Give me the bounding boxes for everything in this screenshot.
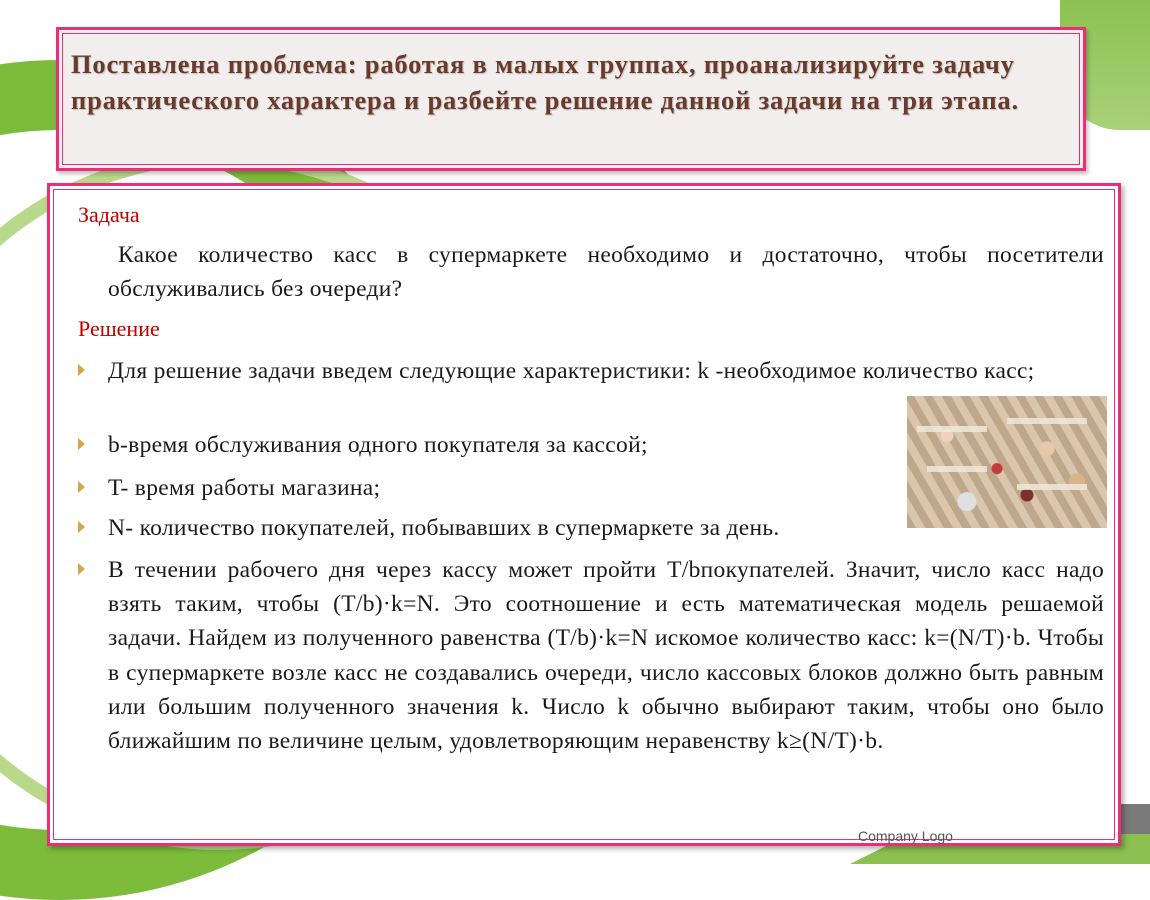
bullet-text: T- время работы магазина; xyxy=(108,475,381,501)
solution-heading: Решение xyxy=(78,316,160,341)
solution-bullet xyxy=(74,471,918,505)
solution-bullet xyxy=(74,553,1104,758)
task-heading: Задача xyxy=(78,202,140,227)
company-logo: Company Logo xyxy=(858,828,953,844)
title-box xyxy=(56,27,1086,171)
bullet-arrow-icon xyxy=(78,563,85,575)
task-text: Какое количество касс в супермаркете необходимо и достаточно, чтобы посетители обслуживались без очереди? xyxy=(108,242,1104,302)
solution-bullet xyxy=(74,511,958,545)
bullet-arrow-icon xyxy=(78,481,85,493)
bullet-text: b-время обслуживания одного покупателя за кассой; xyxy=(108,432,648,458)
content-box xyxy=(47,183,1121,846)
bullet-arrow-icon xyxy=(78,364,85,376)
bullet-text: N- количество покупателей, побывавших в супермаркете за день. xyxy=(108,515,780,541)
bullet-text: Для решение задачи введем следующие характеристики: k -необходимое количество касс; xyxy=(108,358,1035,384)
bullet-arrow-icon xyxy=(78,521,85,533)
solution-bullet xyxy=(74,428,918,462)
slide-title: Поставлена проблема: работая в малых группах, проанализируйте задачу практического характера и разбейте решение данной задачи на три этапа. xyxy=(71,49,1019,115)
supermarket-photo xyxy=(907,396,1107,528)
bullet-text: В течении рабочего дня через кассу может пройти T/bпокупателей. Значит, число касс надо взять таким, чтобы (T/b)·k=N. Это соотношение и есть математическая модель решаемой задачи. Найдем из полученного равенства (T/b)·k=N искомое количество касс: k=(N/T)·b. Чтобы в супермаркете возле касс не создавались очереди, число кассовых блоков должно быть равным или большим полученного значения k. Число k обычно выбирают таким, чтобы оно было ближайшим по величине целым, удовлетворяющим неравенству k≥(N/T)·b. xyxy=(108,557,1104,755)
bullet-arrow-icon xyxy=(78,438,85,450)
solution-bullet xyxy=(74,354,1104,388)
